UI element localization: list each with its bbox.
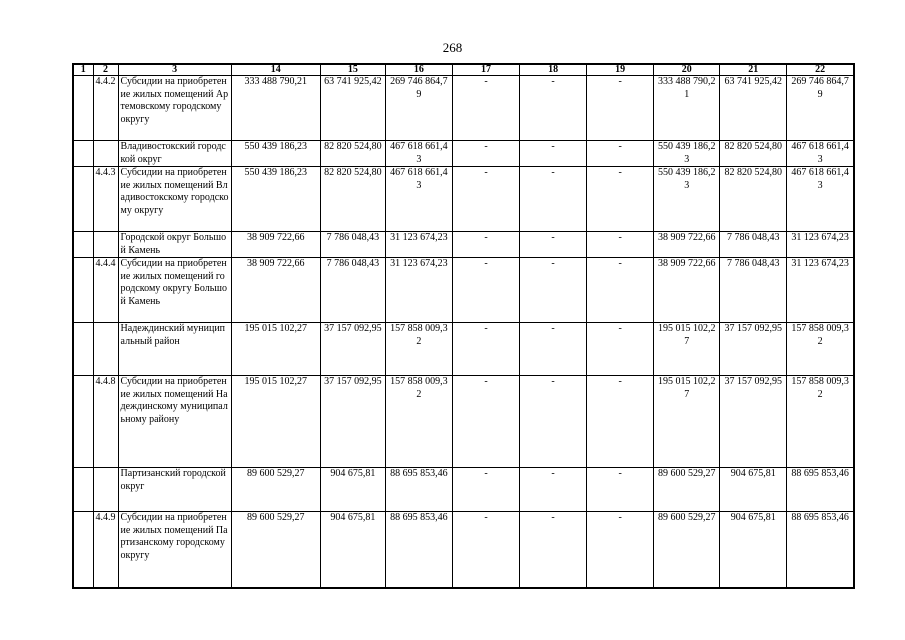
table-cell-c14: 89 600 529,27 xyxy=(231,468,320,512)
table-cell-c2: 4.4.2 xyxy=(93,76,118,141)
table-cell-c19: - xyxy=(587,232,654,258)
table-cell-c20: 195 015 102,27 xyxy=(654,323,720,376)
table-cell-c15: 37 157 092,95 xyxy=(320,323,385,376)
table-row xyxy=(73,167,854,232)
table-cell-c19: - xyxy=(587,167,654,232)
table-cell-c22: 157 858 009,32 xyxy=(787,323,854,376)
table-cell-c15: 63 741 925,42 xyxy=(320,76,385,141)
table-cell-c22: 88 695 853,46 xyxy=(787,512,854,589)
table-cell-c19: - xyxy=(587,376,654,468)
table-cell-c19: - xyxy=(587,468,654,512)
table-cell-c18: - xyxy=(520,76,587,141)
table-cell-c21: 7 786 048,43 xyxy=(720,232,787,258)
table-cell-c18: - xyxy=(520,376,587,468)
table-cell-c3: Субсидии на приобретение жилых помещений Артемовскому городскому округу xyxy=(118,76,231,141)
table-cell-c16: 88 695 853,46 xyxy=(385,468,452,512)
table-row xyxy=(73,141,854,167)
budget-table xyxy=(72,63,855,589)
table-cell-c20: 89 600 529,27 xyxy=(654,512,720,589)
table-cell-c20: 195 015 102,27 xyxy=(654,376,720,468)
table-cell-c20: 38 909 722,66 xyxy=(654,258,720,323)
table-cell-c3: Субсидии на приобретение жилых помещений городскому округу Большой Камень xyxy=(118,258,231,323)
table-cell-c18: - xyxy=(520,258,587,323)
table-cell-c22: 31 123 674,23 xyxy=(787,232,854,258)
table-cell-c21: 904 675,81 xyxy=(720,468,787,512)
table-cell-c3: Надеждинский муниципальный район xyxy=(118,323,231,376)
table-cell-c22: 467 618 661,43 xyxy=(787,167,854,232)
table-cell-c17: - xyxy=(452,141,519,167)
table-cell-c20: 550 439 186,23 xyxy=(654,167,720,232)
table-cell-c16: 31 123 674,23 xyxy=(385,232,452,258)
column-header: 19 xyxy=(587,64,654,76)
table-cell-c2 xyxy=(93,232,118,258)
table-cell-c14: 333 488 790,21 xyxy=(231,76,320,141)
table-cell-c18: - xyxy=(520,323,587,376)
table-row xyxy=(73,258,854,323)
table-row xyxy=(73,512,854,589)
table-cell-c17: - xyxy=(452,167,519,232)
table-cell-c2: 4.4.4 xyxy=(93,258,118,323)
table-cell-c19: - xyxy=(587,258,654,323)
table-cell-c20: 89 600 529,27 xyxy=(654,468,720,512)
column-header: 22 xyxy=(787,64,854,76)
table-cell-c1 xyxy=(73,468,93,512)
table-cell-c18: - xyxy=(520,141,587,167)
column-header: 1 xyxy=(73,64,93,76)
table-cell-c19: - xyxy=(587,76,654,141)
table-cell-c17: - xyxy=(452,376,519,468)
table-cell-c21: 37 157 092,95 xyxy=(720,323,787,376)
column-header: 3 xyxy=(118,64,231,76)
table-cell-c15: 7 786 048,43 xyxy=(320,258,385,323)
table-cell-c17: - xyxy=(452,512,519,589)
table-cell-c15: 37 157 092,95 xyxy=(320,376,385,468)
table-cell-c22: 157 858 009,32 xyxy=(787,376,854,468)
column-header: 21 xyxy=(720,64,787,76)
table-cell-c18: - xyxy=(520,232,587,258)
table-cell-c14: 38 909 722,66 xyxy=(231,258,320,323)
table-row xyxy=(73,323,854,376)
table-cell-c21: 37 157 092,95 xyxy=(720,376,787,468)
table-cell-c20: 38 909 722,66 xyxy=(654,232,720,258)
table-cell-c21: 82 820 524,80 xyxy=(720,167,787,232)
table-cell-c1 xyxy=(73,141,93,167)
table-cell-c2: 4.4.8 xyxy=(93,376,118,468)
table-cell-c16: 157 858 009,32 xyxy=(385,376,452,468)
table-cell-c3: Субсидии на приобретение жилых помещений Надеждинскому муниципальному району xyxy=(118,376,231,468)
column-header: 18 xyxy=(520,64,587,76)
table-cell-c2 xyxy=(93,141,118,167)
table-cell-c16: 467 618 661,43 xyxy=(385,141,452,167)
table-cell-c20: 550 439 186,23 xyxy=(654,141,720,167)
table-cell-c17: - xyxy=(452,468,519,512)
table-cell-c15: 904 675,81 xyxy=(320,512,385,589)
column-header: 2 xyxy=(93,64,118,76)
table-cell-c1 xyxy=(73,323,93,376)
table-cell-c14: 89 600 529,27 xyxy=(231,512,320,589)
table-cell-c15: 82 820 524,80 xyxy=(320,167,385,232)
table-row xyxy=(73,76,854,141)
table-cell-c14: 38 909 722,66 xyxy=(231,232,320,258)
table-cell-c22: 269 746 864,79 xyxy=(787,76,854,141)
page-number: 268 xyxy=(442,40,463,55)
column-header: 14 xyxy=(231,64,320,76)
table-cell-c3: Владивостокский городской округ xyxy=(118,141,231,167)
table-cell-c19: - xyxy=(587,141,654,167)
table-cell-c2 xyxy=(93,468,118,512)
table-cell-c22: 88 695 853,46 xyxy=(787,468,854,512)
table-cell-c22: 31 123 674,23 xyxy=(787,258,854,323)
table-cell-c14: 195 015 102,27 xyxy=(231,323,320,376)
table-cell-c22: 467 618 661,43 xyxy=(787,141,854,167)
table-cell-c17: - xyxy=(452,76,519,141)
table-cell-c16: 467 618 661,43 xyxy=(385,167,452,232)
table-cell-c19: - xyxy=(587,512,654,589)
table-cell-c21: 82 820 524,80 xyxy=(720,141,787,167)
table-row xyxy=(73,232,854,258)
table-row xyxy=(73,468,854,512)
column-header: 16 xyxy=(385,64,452,76)
table-cell-c2: 4.4.9 xyxy=(93,512,118,589)
column-header: 15 xyxy=(320,64,385,76)
table-cell-c14: 195 015 102,27 xyxy=(231,376,320,468)
table-cell-c1 xyxy=(73,76,93,141)
table-cell-c1 xyxy=(73,167,93,232)
table-cell-c1 xyxy=(73,258,93,323)
table-cell-c16: 88 695 853,46 xyxy=(385,512,452,589)
table-cell-c15: 7 786 048,43 xyxy=(320,232,385,258)
table-cell-c19: - xyxy=(587,323,654,376)
table-cell-c2 xyxy=(93,323,118,376)
table-cell-c14: 550 439 186,23 xyxy=(231,167,320,232)
table-cell-c16: 157 858 009,32 xyxy=(385,323,452,376)
table-cell-c21: 63 741 925,42 xyxy=(720,76,787,141)
table-cell-c15: 82 820 524,80 xyxy=(320,141,385,167)
table-cell-c17: - xyxy=(452,232,519,258)
table-cell-c21: 7 786 048,43 xyxy=(720,258,787,323)
column-header: 20 xyxy=(654,64,720,76)
table-cell-c21: 904 675,81 xyxy=(720,512,787,589)
table-cell-c16: 269 746 864,79 xyxy=(385,76,452,141)
table-cell-c18: - xyxy=(520,512,587,589)
table-cell-c1 xyxy=(73,512,93,589)
table-cell-c18: - xyxy=(520,468,587,512)
table-cell-c1 xyxy=(73,376,93,468)
table-cell-c2: 4.4.3 xyxy=(93,167,118,232)
header-row xyxy=(73,64,854,76)
table-cell-c17: - xyxy=(452,323,519,376)
table-cell-c3: Субсидии на приобретение жилых помещений Владивостокскому городскому округу xyxy=(118,167,231,232)
table-cell-c17: - xyxy=(452,258,519,323)
table-cell-c15: 904 675,81 xyxy=(320,468,385,512)
table-cell-c1 xyxy=(73,232,93,258)
table-cell-c3: Партизанский городской округ xyxy=(118,468,231,512)
table-cell-c18: - xyxy=(520,167,587,232)
column-header: 17 xyxy=(452,64,519,76)
table-cell-c3: Городской округ Большой Камень xyxy=(118,232,231,258)
table-cell-c20: 333 488 790,21 xyxy=(654,76,720,141)
table-row xyxy=(73,376,854,468)
table-cell-c3: Субсидии на приобретение жилых помещений Партизанскому городскому округу xyxy=(118,512,231,589)
table-cell-c16: 31 123 674,23 xyxy=(385,258,452,323)
table-cell-c14: 550 439 186,23 xyxy=(231,141,320,167)
